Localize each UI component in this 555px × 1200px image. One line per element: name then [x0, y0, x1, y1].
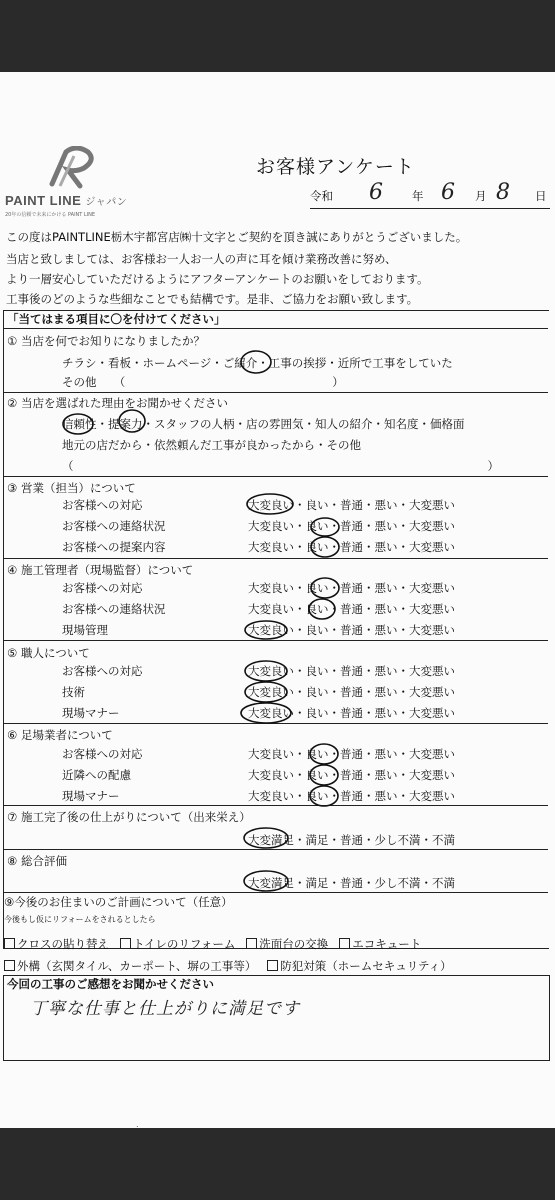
separator: ・: [328, 623, 340, 637]
rating-option[interactable]: 悪い: [374, 768, 398, 782]
q7-option[interactable]: 普通: [340, 833, 363, 847]
top-dark-band: [0, 0, 555, 72]
q6-item-label: お客様への対応: [62, 747, 143, 761]
rating-option[interactable]: 大変良い: [248, 664, 294, 678]
q6-item-label: 近隣への配慮: [62, 768, 131, 782]
rating-option[interactable]: 大変悪い: [409, 581, 455, 595]
separator: ・: [294, 581, 306, 595]
q4-item-label: お客様への対応: [62, 581, 143, 595]
intro-line-1: この度はPAINTLINE栃木宇都宮店㈱十文字とご契約を頂き誠にありがとうございました。: [6, 230, 468, 244]
separator: ・: [363, 581, 375, 595]
separator: ・: [294, 519, 306, 533]
rating-option[interactable]: 良い: [305, 789, 329, 803]
handwritten-marks: [0, 72, 555, 1128]
q4-label: ④ 施工管理者（現場監督）について: [7, 563, 194, 577]
date-year-value: 6: [369, 180, 383, 205]
q7-label: ⑦ 施工完了後の仕上がりについて（出来栄え）: [7, 810, 251, 824]
q3-item-scale: [248, 498, 455, 512]
rating-option[interactable]: 普通: [340, 789, 363, 803]
separator: ・: [328, 876, 340, 890]
stray-mark: .: [136, 1120, 139, 1128]
separator: ・: [294, 789, 306, 803]
bottom-dark-band: [0, 1128, 555, 1200]
q3-item-scale: [248, 540, 455, 554]
rating-option[interactable]: 良い: [305, 540, 329, 554]
q6-item-scale: [248, 747, 455, 761]
separator: ・: [328, 747, 340, 761]
q3-label: ③ 営業（担当）について: [7, 481, 136, 495]
separator: ・: [294, 768, 306, 782]
rating-option[interactable]: 悪い: [374, 706, 398, 720]
separator: ・: [397, 602, 409, 616]
separator: ・: [294, 747, 306, 761]
q5-item-scale: [248, 664, 455, 678]
rating-option[interactable]: 普通: [340, 664, 363, 678]
separator: ・: [363, 623, 375, 637]
q6-item-scale: [248, 789, 455, 803]
rating-option[interactable]: 良い: [305, 685, 329, 699]
separator: ・: [363, 664, 375, 678]
rating-option[interactable]: 良い: [305, 706, 329, 720]
rating-option[interactable]: 普通: [340, 602, 363, 616]
rating-option[interactable]: 良い: [305, 581, 329, 595]
separator: ・: [363, 747, 375, 761]
q1-option-group-a: チラシ・看板・ホームページ・: [62, 356, 223, 370]
separator: ・: [363, 789, 375, 803]
separator: ・: [420, 833, 432, 847]
rating-option[interactable]: 悪い: [374, 623, 398, 637]
q5-item-label: 技術: [62, 685, 85, 699]
comments-label: 今回の工事のご感想をお聞かせください: [7, 977, 214, 991]
separator: ・: [363, 519, 375, 533]
rating-option[interactable]: 大変良い: [248, 747, 294, 761]
q9-option-exterior: 外構（玄関タイル、カーポート、塀の工事等）: [17, 959, 257, 973]
rating-option[interactable]: 良い: [305, 519, 329, 533]
separator: ・: [294, 602, 306, 616]
logo-suffix: ジャパン: [85, 197, 128, 208]
separator: ・: [328, 789, 340, 803]
date-year-unit: 年: [412, 189, 424, 203]
date-day-unit: 日: [535, 189, 547, 203]
q1-option-referral: ご紹介: [222, 356, 258, 370]
q3-item-scale: [248, 519, 455, 533]
rating-option[interactable]: 悪い: [374, 664, 398, 678]
rating-option[interactable]: 大変悪い: [409, 623, 455, 637]
rating-option[interactable]: 悪い: [374, 747, 398, 761]
rating-option[interactable]: 大変良い: [248, 602, 294, 616]
q8-option[interactable]: 不満: [432, 876, 455, 890]
rating-option[interactable]: 大変良い: [248, 498, 294, 512]
q9-option-security: 防犯対策（ホームセキュリティ）: [280, 959, 452, 973]
separator: ・: [294, 706, 306, 720]
q6-item-scale: [248, 768, 455, 782]
q2-label: ② 当店を選ばれた理由をお聞かせください: [7, 396, 228, 410]
q9-option-cross: クロスの貼り替え: [17, 937, 109, 951]
intro-line-4: 工事後のどのような些細なことでも結構です。是非、ご協力をお願い致します。: [6, 292, 419, 306]
separator: ・: [294, 876, 306, 890]
q7-option[interactable]: 満足: [305, 833, 329, 847]
rating-option[interactable]: 大変良い: [248, 581, 294, 595]
separator: ・: [328, 498, 340, 512]
rating-option[interactable]: 大変悪い: [409, 602, 455, 616]
separator: ・: [328, 706, 340, 720]
separator: ・: [363, 685, 375, 699]
rating-option[interactable]: 大変悪い: [409, 685, 455, 699]
rating-option[interactable]: 大変悪い: [409, 768, 455, 782]
q3-item-label: お客様への連絡状況: [62, 519, 166, 533]
q2-sep: ・: [96, 417, 108, 431]
separator: ・: [397, 768, 409, 782]
logo-tagline: 20年の信頼で未来にかける PAINT LINE: [5, 212, 96, 218]
date-month-unit: 月: [475, 189, 487, 203]
rating-option[interactable]: 悪い: [374, 519, 398, 533]
q3-item-label: お客様への対応: [62, 498, 143, 512]
separator: ・: [397, 498, 409, 512]
q5-item-label: お客様への対応: [62, 664, 143, 678]
separator: ・: [397, 581, 409, 595]
q1-other: その他 （ ）: [62, 375, 344, 389]
q5-item-scale: [248, 706, 455, 720]
separator: ・: [328, 519, 340, 533]
q7-option[interactable]: 少し不満: [374, 833, 421, 847]
rating-option[interactable]: 悪い: [374, 498, 398, 512]
rating-option[interactable]: 悪い: [374, 685, 398, 699]
separator: ・: [420, 876, 432, 890]
rating-option[interactable]: 普通: [340, 747, 363, 761]
rating-option[interactable]: 大変悪い: [409, 664, 455, 678]
separator: ・: [328, 664, 340, 678]
rating-option[interactable]: 大変良い: [248, 789, 294, 803]
q4-item-label: お客様への連絡状況: [62, 602, 166, 616]
q9-option-toilet: トイレのリフォーム: [132, 937, 236, 951]
separator: ・: [328, 768, 340, 782]
separator: ・: [294, 685, 306, 699]
rating-option[interactable]: 大変良い: [248, 685, 294, 699]
separator: ・: [397, 540, 409, 554]
rating-option[interactable]: 大変悪い: [409, 706, 455, 720]
separator: ・: [363, 602, 375, 616]
instruction: 「当てはまる項目に〇を付けてください」: [7, 312, 226, 326]
separator: ・: [328, 540, 340, 554]
date-month-value: 6: [441, 180, 455, 205]
q8-option[interactable]: 満足: [305, 876, 329, 890]
separator: ・: [294, 833, 306, 847]
rating-option[interactable]: 悪い: [374, 581, 398, 595]
rating-option[interactable]: 大変良い: [248, 706, 294, 720]
q2-options-line2: 地元の店だから・依然頼んだ工事が良かったから・その他: [62, 438, 361, 452]
q4-item-scale: [248, 623, 455, 637]
separator: ・: [328, 581, 340, 595]
q5-item-label: 現場マナー: [62, 706, 120, 720]
logo-name: PAINT LINE: [5, 193, 82, 208]
date-day-value: 8: [496, 180, 510, 205]
rating-option[interactable]: 良い: [305, 623, 329, 637]
q4-item-label: 現場管理: [62, 623, 108, 637]
q5-item-scale: [248, 685, 455, 699]
q2-other-field: （ ）: [62, 459, 499, 473]
rating-option[interactable]: 大変悪い: [409, 519, 455, 533]
q5-label: ⑤ 職人について: [7, 646, 90, 660]
rating-option[interactable]: 悪い: [374, 602, 398, 616]
date-era: 令和: [310, 189, 333, 203]
q9-label: ⑨今後のお住まいのご計画について（任意）: [4, 895, 233, 909]
q8-option[interactable]: 普通: [340, 876, 363, 890]
comments-handwritten: 丁寧な仕事と仕上がりに満足です: [30, 999, 300, 1019]
q8-label: ⑧ 総合評価: [7, 854, 67, 868]
separator: ・: [397, 789, 409, 803]
separator: ・: [363, 833, 375, 847]
q2-option-proposal: 提案力: [108, 417, 143, 431]
survey-sheet: [0, 72, 555, 1128]
rating-option[interactable]: 悪い: [374, 789, 398, 803]
rating-option[interactable]: 良い: [305, 664, 329, 678]
separator: ・: [397, 747, 409, 761]
separator: ・: [363, 706, 375, 720]
separator: ・: [294, 540, 306, 554]
rating-option[interactable]: 普通: [340, 623, 363, 637]
rating-option[interactable]: 大変良い: [248, 540, 294, 554]
separator: ・: [294, 664, 306, 678]
q1-label: ① 当店を何でお知りになりましたか？: [7, 334, 205, 348]
intro-line-2: 当店と致しましては、お客様お一人お一人の声に耳を傾け業務改善に努め、: [6, 252, 397, 266]
q1-option-group-b: ・工事の挨拶・近所で工事をしていた: [257, 356, 453, 370]
separator: ・: [328, 833, 340, 847]
q8-option[interactable]: 少し不満: [374, 876, 421, 890]
separator: ・: [363, 876, 375, 890]
q3-item-label: お客様への提案内容: [62, 540, 166, 554]
rating-option[interactable]: 普通: [340, 706, 363, 720]
rating-option[interactable]: 大変良い: [248, 623, 294, 637]
rating-option[interactable]: 普通: [340, 685, 363, 699]
q4-item-scale: [248, 581, 455, 595]
q9-option-washbasin: 洗面台の交換: [259, 937, 329, 951]
q9-sub: 今後もし仮にリフォームをされるとしたら: [4, 915, 156, 924]
separator: ・: [328, 602, 340, 616]
separator: ・: [363, 768, 375, 782]
q7-option[interactable]: 大変満足: [248, 833, 294, 847]
q6-item-label: 現場マナー: [62, 789, 120, 803]
rating-option[interactable]: 普通: [340, 581, 363, 595]
rating-option[interactable]: 普通: [340, 768, 363, 782]
q2-option-reliability: 信頼性: [62, 417, 97, 431]
q7-option[interactable]: 不満: [432, 833, 455, 847]
rating-option[interactable]: 普通: [340, 540, 363, 554]
separator: ・: [397, 664, 409, 678]
q9-option-ecocute: エコキュート: [352, 937, 422, 951]
intro-line-3: より一層安心していただけるようにアフターアンケートのお願いをしております。: [6, 272, 429, 286]
rating-option[interactable]: 良い: [305, 768, 329, 782]
q8-option[interactable]: 大変満足: [248, 876, 294, 890]
rating-option[interactable]: 大変悪い: [409, 498, 455, 512]
separator: ・: [397, 685, 409, 699]
separator: ・: [397, 519, 409, 533]
q4-item-scale: [248, 602, 455, 616]
q2-option-rest: ・スタッフの人柄・店の雰囲気・知人の紹介・知名度・価格面: [142, 417, 465, 431]
separator: ・: [328, 685, 340, 699]
separator: ・: [363, 540, 375, 554]
rating-option[interactable]: 悪い: [374, 540, 398, 554]
q6-label: ⑥ 足場業者について: [7, 728, 113, 742]
rating-option[interactable]: 大変悪い: [409, 747, 455, 761]
separator: ・: [397, 623, 409, 637]
separator: ・: [294, 623, 306, 637]
rating-option[interactable]: 大変悪い: [409, 789, 455, 803]
rating-option[interactable]: 大変良い: [248, 519, 294, 533]
rating-option[interactable]: 良い: [305, 498, 329, 512]
rating-option[interactable]: 良い: [305, 602, 329, 616]
separator: ・: [363, 498, 375, 512]
page-title: お客様アンケート: [256, 156, 415, 178]
separator: ・: [397, 706, 409, 720]
rating-option[interactable]: 大変良い: [248, 768, 294, 782]
separator: ・: [294, 498, 306, 512]
rating-option[interactable]: 良い: [305, 747, 329, 761]
rating-option[interactable]: 大変悪い: [409, 540, 455, 554]
rating-option[interactable]: 普通: [340, 498, 363, 512]
rating-option[interactable]: 普通: [340, 519, 363, 533]
